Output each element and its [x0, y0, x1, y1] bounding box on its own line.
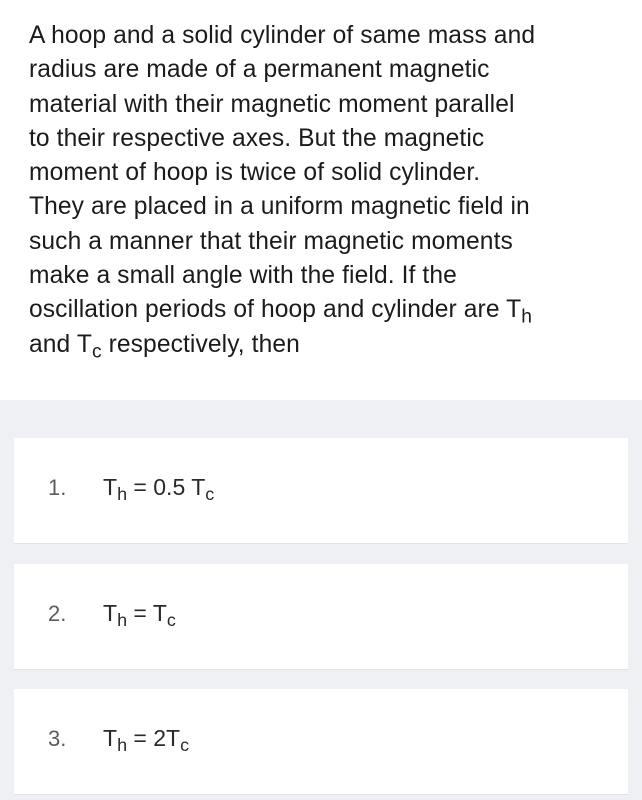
subscript-c: c: [166, 610, 176, 631]
question-text: [29, 19, 614, 362]
question-line: make a small angle with the field. If the: [29, 262, 457, 290]
question-line: and T: [29, 330, 92, 358]
option-1[interactable]: [14, 438, 628, 544]
question-line: A hoop and a solid cylinder of same mass and: [29, 22, 536, 49]
option-number: 3.: [48, 726, 67, 751]
option-lhs: T: [103, 600, 118, 626]
option-text: [103, 474, 215, 505]
question-line: They are placed in a uniform magnetic field in: [29, 193, 530, 221]
subscript-c: c: [205, 484, 215, 505]
question-line: such a manner that their magnetic moments: [29, 227, 513, 255]
option-text: [103, 725, 190, 756]
option-number: 2.: [48, 601, 67, 626]
subscript-h: h: [117, 735, 128, 756]
option-relation: = T: [127, 600, 167, 626]
subscript-c: c: [91, 341, 102, 363]
option-2[interactable]: [14, 564, 628, 670]
subscript-c: c: [180, 735, 190, 756]
question-line: oscillation periods of hoop and cylinder are T: [29, 296, 522, 324]
option-number: 1.: [48, 475, 67, 500]
option-lhs: T: [103, 725, 118, 751]
subscript-h: h: [117, 484, 128, 505]
question-line: material with their magnetic moment parallel: [29, 90, 515, 118]
option-text: [103, 600, 176, 631]
question-line: radius are made of a permanent magnetic: [29, 56, 490, 84]
option-lhs: T: [103, 474, 118, 500]
option-relation: = 0.5 T: [127, 474, 206, 500]
question-line: to their respective axes. But the magnetic: [29, 124, 485, 152]
question-line: moment of hoop is twice of solid cylinder.: [29, 159, 481, 187]
option-relation: = 2T: [127, 725, 181, 751]
subscript-h: h: [117, 610, 128, 631]
question-line: respectively, then: [101, 330, 300, 358]
subscript-h: h: [521, 306, 532, 328]
option-3[interactable]: [14, 689, 628, 795]
